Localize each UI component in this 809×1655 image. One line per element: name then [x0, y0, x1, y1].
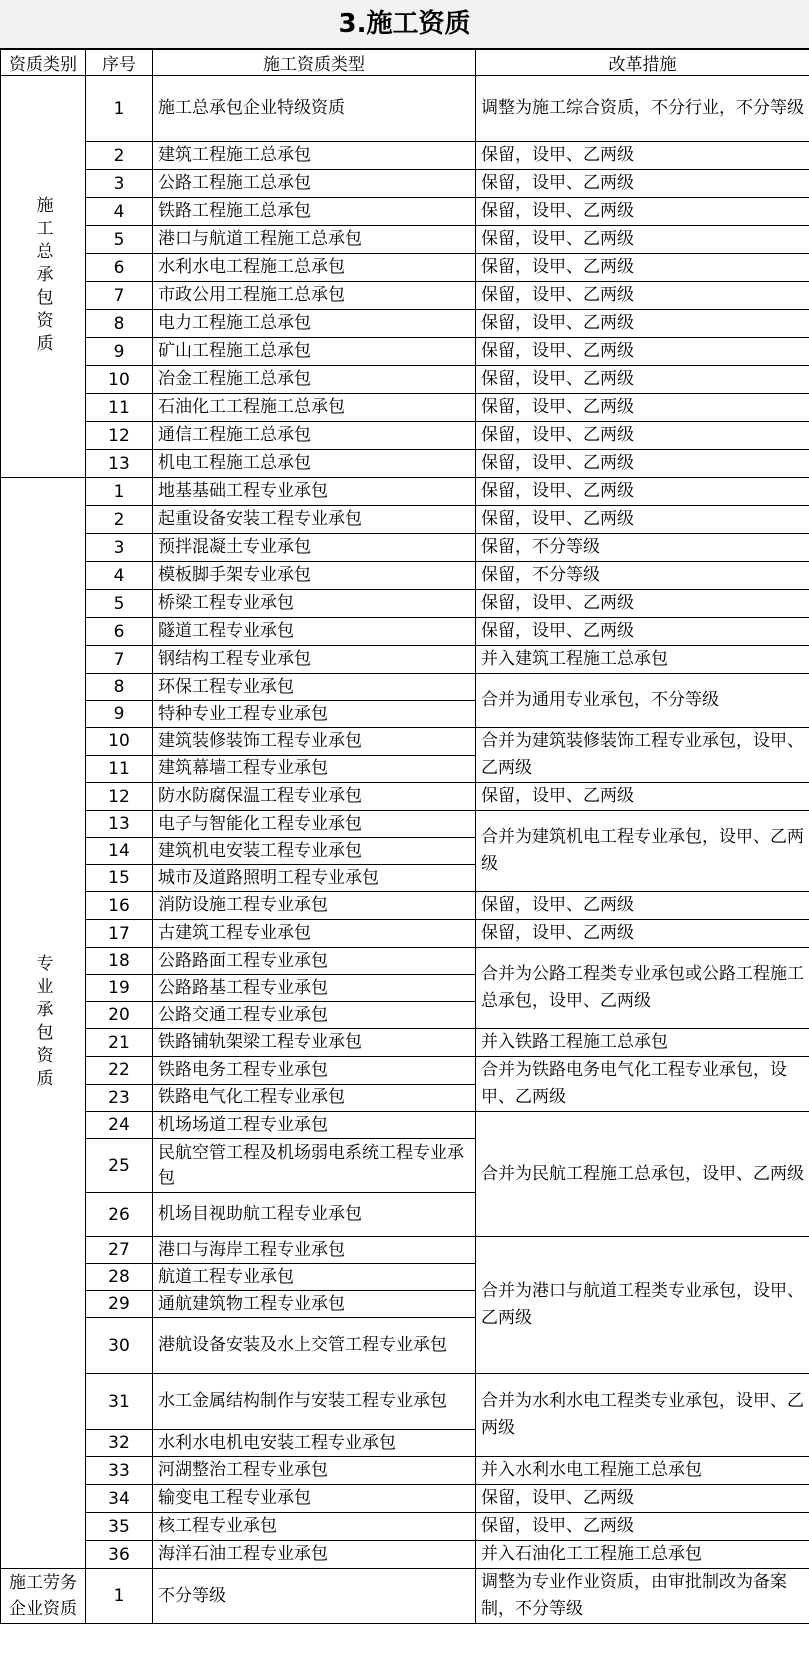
seq-cell: 29	[86, 1291, 153, 1318]
type-cell: 建筑工程施工总承包	[153, 142, 476, 170]
measure-cell: 保留，设甲、乙两级	[476, 920, 809, 948]
seq-cell: 31	[86, 1374, 153, 1430]
table-row	[1, 198, 809, 226]
seq-cell: 11	[86, 394, 153, 422]
type-cell: 海洋石油工程专业承包	[153, 1541, 476, 1569]
measure-cell: 并入建筑工程施工总承包	[476, 646, 809, 674]
table-row	[1, 892, 809, 920]
table-row	[1, 948, 809, 975]
type-cell: 河湖整治工程专业承包	[153, 1457, 476, 1485]
seq-cell: 28	[86, 1264, 153, 1291]
table-row	[1, 1374, 809, 1430]
type-cell: 地基基础工程专业承包	[153, 478, 476, 506]
seq-cell: 26	[86, 1193, 153, 1237]
header-measure: 改革措施	[476, 49, 809, 76]
seq-cell: 13	[86, 811, 153, 838]
table-row	[1, 170, 809, 198]
type-cell: 机场目视助航工程专业承包	[153, 1193, 476, 1237]
type-cell: 钢结构工程专业承包	[153, 646, 476, 674]
measure-cell: 并入铁路工程施工总承包	[476, 1029, 809, 1057]
table-body	[1, 76, 809, 1624]
seq-cell: 11	[86, 755, 153, 783]
type-cell: 公路交通工程专业承包	[153, 1002, 476, 1029]
measure-cell: 合并为水利水电工程类专业承包，设甲、乙两级	[476, 1374, 809, 1457]
type-cell: 建筑幕墙工程专业承包	[153, 755, 476, 783]
table-row	[1, 674, 809, 701]
type-cell: 铁路工程施工总承包	[153, 198, 476, 226]
measure-cell: 保留，设甲、乙两级	[476, 1485, 809, 1513]
seq-cell: 5	[86, 226, 153, 254]
type-cell: 公路工程施工总承包	[153, 170, 476, 198]
measure-cell: 保留，设甲、乙两级	[476, 282, 809, 310]
seq-cell: 24	[86, 1112, 153, 1139]
type-cell: 模板脚手架专业承包	[153, 562, 476, 590]
seq-cell: 18	[86, 948, 153, 975]
type-cell: 起重设备安装工程专业承包	[153, 506, 476, 534]
table-row	[1, 1457, 809, 1485]
seq-cell: 1	[86, 478, 153, 506]
table-row	[1, 394, 809, 422]
measure-cell: 保留，设甲、乙两级	[476, 254, 809, 282]
measure-cell: 保留，设甲、乙两级	[476, 892, 809, 920]
table-row	[1, 1237, 809, 1264]
table-row	[1, 282, 809, 310]
category-cell: 施工总承包资质	[1, 76, 86, 478]
type-cell: 输变电工程专业承包	[153, 1485, 476, 1513]
measure-cell: 保留，设甲、乙两级	[476, 478, 809, 506]
seq-cell: 2	[86, 506, 153, 534]
type-cell: 矿山工程施工总承包	[153, 338, 476, 366]
measure-cell: 并入水利水电工程施工总承包	[476, 1457, 809, 1485]
type-cell: 环保工程专业承包	[153, 674, 476, 701]
type-cell: 隧道工程专业承包	[153, 618, 476, 646]
table-row	[1, 534, 809, 562]
type-cell: 水利水电机电安装工程专业承包	[153, 1430, 476, 1457]
measure-cell: 保留，设甲、乙两级	[476, 366, 809, 394]
type-cell: 不分等级	[153, 1569, 476, 1624]
table-row	[1, 562, 809, 590]
type-cell: 市政公用工程施工总承包	[153, 282, 476, 310]
seq-cell: 30	[86, 1318, 153, 1374]
seq-cell: 10	[86, 728, 153, 756]
type-cell: 特种专业工程专业承包	[153, 701, 476, 728]
seq-cell: 8	[86, 310, 153, 338]
type-cell: 冶金工程施工总承包	[153, 366, 476, 394]
measure-cell: 保留，设甲、乙两级	[476, 310, 809, 338]
seq-cell: 12	[86, 783, 153, 811]
type-cell: 机场场道工程专业承包	[153, 1112, 476, 1139]
measure-cell: 保留，设甲、乙两级	[476, 338, 809, 366]
table-row	[1, 1057, 809, 1085]
seq-cell: 3	[86, 170, 153, 198]
table-row	[1, 728, 809, 756]
type-cell: 港口与海岸工程专业承包	[153, 1237, 476, 1264]
seq-cell: 32	[86, 1430, 153, 1457]
table-row	[1, 450, 809, 478]
table-row	[1, 783, 809, 811]
seq-cell: 16	[86, 892, 153, 920]
seq-cell: 13	[86, 450, 153, 478]
type-cell: 防水防腐保温工程专业承包	[153, 783, 476, 811]
table-row	[1, 310, 809, 338]
table-row	[1, 338, 809, 366]
type-cell: 铁路电气化工程专业承包	[153, 1084, 476, 1112]
table-row	[1, 142, 809, 170]
measure-cell: 保留，设甲、乙两级	[476, 450, 809, 478]
measure-cell: 合并为铁路电务电气化工程专业承包，设甲、乙两级	[476, 1057, 809, 1112]
type-cell: 公路路面工程专业承包	[153, 948, 476, 975]
measure-cell: 保留，设甲、乙两级	[476, 422, 809, 450]
header-category: 资质类别	[1, 49, 86, 76]
page-title: 3.施工资质	[0, 0, 809, 50]
measure-cell: 合并为建筑机电工程专业承包，设甲、乙两级	[476, 811, 809, 892]
seq-cell: 27	[86, 1237, 153, 1264]
header-seq: 序号	[86, 49, 153, 76]
seq-cell: 10	[86, 366, 153, 394]
type-cell: 城市及道路照明工程专业承包	[153, 865, 476, 892]
type-cell: 施工总承包企业特级资质	[153, 76, 476, 142]
header-type: 施工资质类型	[153, 49, 476, 76]
seq-cell: 25	[86, 1139, 153, 1193]
seq-cell: 19	[86, 975, 153, 1002]
seq-cell: 6	[86, 254, 153, 282]
seq-cell: 34	[86, 1485, 153, 1513]
measure-cell: 合并为公路工程类专业承包或公路工程施工总承包，设甲、乙两级	[476, 948, 809, 1029]
measure-cell: 保留，设甲、乙两级	[476, 590, 809, 618]
table-row	[1, 1485, 809, 1513]
seq-cell: 23	[86, 1084, 153, 1112]
measure-cell: 保留，不分等级	[476, 534, 809, 562]
table-row	[1, 76, 809, 142]
type-cell: 公路路基工程专业承包	[153, 975, 476, 1002]
table-row	[1, 1569, 809, 1624]
type-cell: 通信工程施工总承包	[153, 422, 476, 450]
type-cell: 桥梁工程专业承包	[153, 590, 476, 618]
type-cell: 建筑机电安装工程专业承包	[153, 838, 476, 865]
table-row	[1, 1541, 809, 1569]
measure-cell: 调整为专业作业资质，由审批制改为备案制，不分等级	[476, 1569, 809, 1624]
seq-cell: 22	[86, 1057, 153, 1085]
seq-cell: 8	[86, 674, 153, 701]
measure-cell: 合并为通用专业承包，不分等级	[476, 674, 809, 728]
seq-cell: 2	[86, 142, 153, 170]
seq-cell: 6	[86, 618, 153, 646]
table-row	[1, 478, 809, 506]
measure-cell: 保留，设甲、乙两级	[476, 394, 809, 422]
type-cell: 预拌混凝土专业承包	[153, 534, 476, 562]
seq-cell: 35	[86, 1513, 153, 1541]
seq-cell: 9	[86, 701, 153, 728]
measure-cell: 保留，设甲、乙两级	[476, 142, 809, 170]
type-cell: 港航设备安装及水上交管工程专业承包	[153, 1318, 476, 1374]
seq-cell: 17	[86, 920, 153, 948]
header-row	[1, 49, 809, 76]
type-cell: 电子与智能化工程专业承包	[153, 811, 476, 838]
seq-cell: 36	[86, 1541, 153, 1569]
measure-cell: 合并为建筑装修装饰工程专业承包，设甲、乙两级	[476, 728, 809, 783]
seq-cell: 14	[86, 838, 153, 865]
seq-cell: 7	[86, 646, 153, 674]
seq-cell: 33	[86, 1457, 153, 1485]
seq-cell: 5	[86, 590, 153, 618]
type-cell: 航道工程专业承包	[153, 1264, 476, 1291]
type-cell: 古建筑工程专业承包	[153, 920, 476, 948]
measure-cell: 合并为民航工程施工总承包，设甲、乙两级	[476, 1112, 809, 1237]
measure-cell: 保留，设甲、乙两级	[476, 506, 809, 534]
measure-cell: 调整为施工综合资质，不分行业，不分等级	[476, 76, 809, 142]
measure-cell: 合并为港口与航道工程类专业承包，设甲、乙两级	[476, 1237, 809, 1374]
qualification-table	[0, 48, 809, 1624]
type-cell: 石油化工工程施工总承包	[153, 394, 476, 422]
type-cell: 铁路铺轨架梁工程专业承包	[153, 1029, 476, 1057]
seq-cell: 20	[86, 1002, 153, 1029]
type-cell: 建筑装修装饰工程专业承包	[153, 728, 476, 756]
table-row	[1, 254, 809, 282]
table-row	[1, 1029, 809, 1057]
seq-cell: 3	[86, 534, 153, 562]
seq-cell: 1	[86, 1569, 153, 1624]
table-row	[1, 422, 809, 450]
type-cell: 铁路电务工程专业承包	[153, 1057, 476, 1085]
measure-cell: 保留，设甲、乙两级	[476, 1513, 809, 1541]
type-cell: 港口与航道工程施工总承包	[153, 226, 476, 254]
category-cell: 施工劳务企业资质	[1, 1569, 86, 1624]
type-cell: 民航空管工程及机场弱电系统工程专业承包	[153, 1139, 476, 1193]
type-cell: 核工程专业承包	[153, 1513, 476, 1541]
table-row	[1, 590, 809, 618]
seq-cell: 12	[86, 422, 153, 450]
measure-cell: 保留，设甲、乙两级	[476, 783, 809, 811]
seq-cell: 21	[86, 1029, 153, 1057]
measure-cell: 并入石油化工工程施工总承包	[476, 1541, 809, 1569]
type-cell: 机电工程施工总承包	[153, 450, 476, 478]
table-row	[1, 618, 809, 646]
seq-cell: 9	[86, 338, 153, 366]
table-row	[1, 1112, 809, 1139]
table-row	[1, 506, 809, 534]
type-cell: 消防设施工程专业承包	[153, 892, 476, 920]
table-row	[1, 811, 809, 838]
seq-cell: 7	[86, 282, 153, 310]
table-row	[1, 366, 809, 394]
type-cell: 水工金属结构制作与安装工程专业承包	[153, 1374, 476, 1430]
table-row	[1, 920, 809, 948]
seq-cell: 4	[86, 562, 153, 590]
table-row	[1, 1513, 809, 1541]
category-cell: 专业承包资质	[1, 478, 86, 1569]
measure-cell: 保留，不分等级	[476, 562, 809, 590]
seq-cell: 4	[86, 198, 153, 226]
seq-cell: 15	[86, 865, 153, 892]
type-cell: 水利水电工程施工总承包	[153, 254, 476, 282]
measure-cell: 保留，设甲、乙两级	[476, 170, 809, 198]
measure-cell: 保留，设甲、乙两级	[476, 226, 809, 254]
measure-cell: 保留，设甲、乙两级	[476, 198, 809, 226]
type-cell: 通航建筑物工程专业承包	[153, 1291, 476, 1318]
measure-cell: 保留，设甲、乙两级	[476, 618, 809, 646]
seq-cell: 1	[86, 76, 153, 142]
table-row	[1, 646, 809, 674]
table-row	[1, 226, 809, 254]
type-cell: 电力工程施工总承包	[153, 310, 476, 338]
